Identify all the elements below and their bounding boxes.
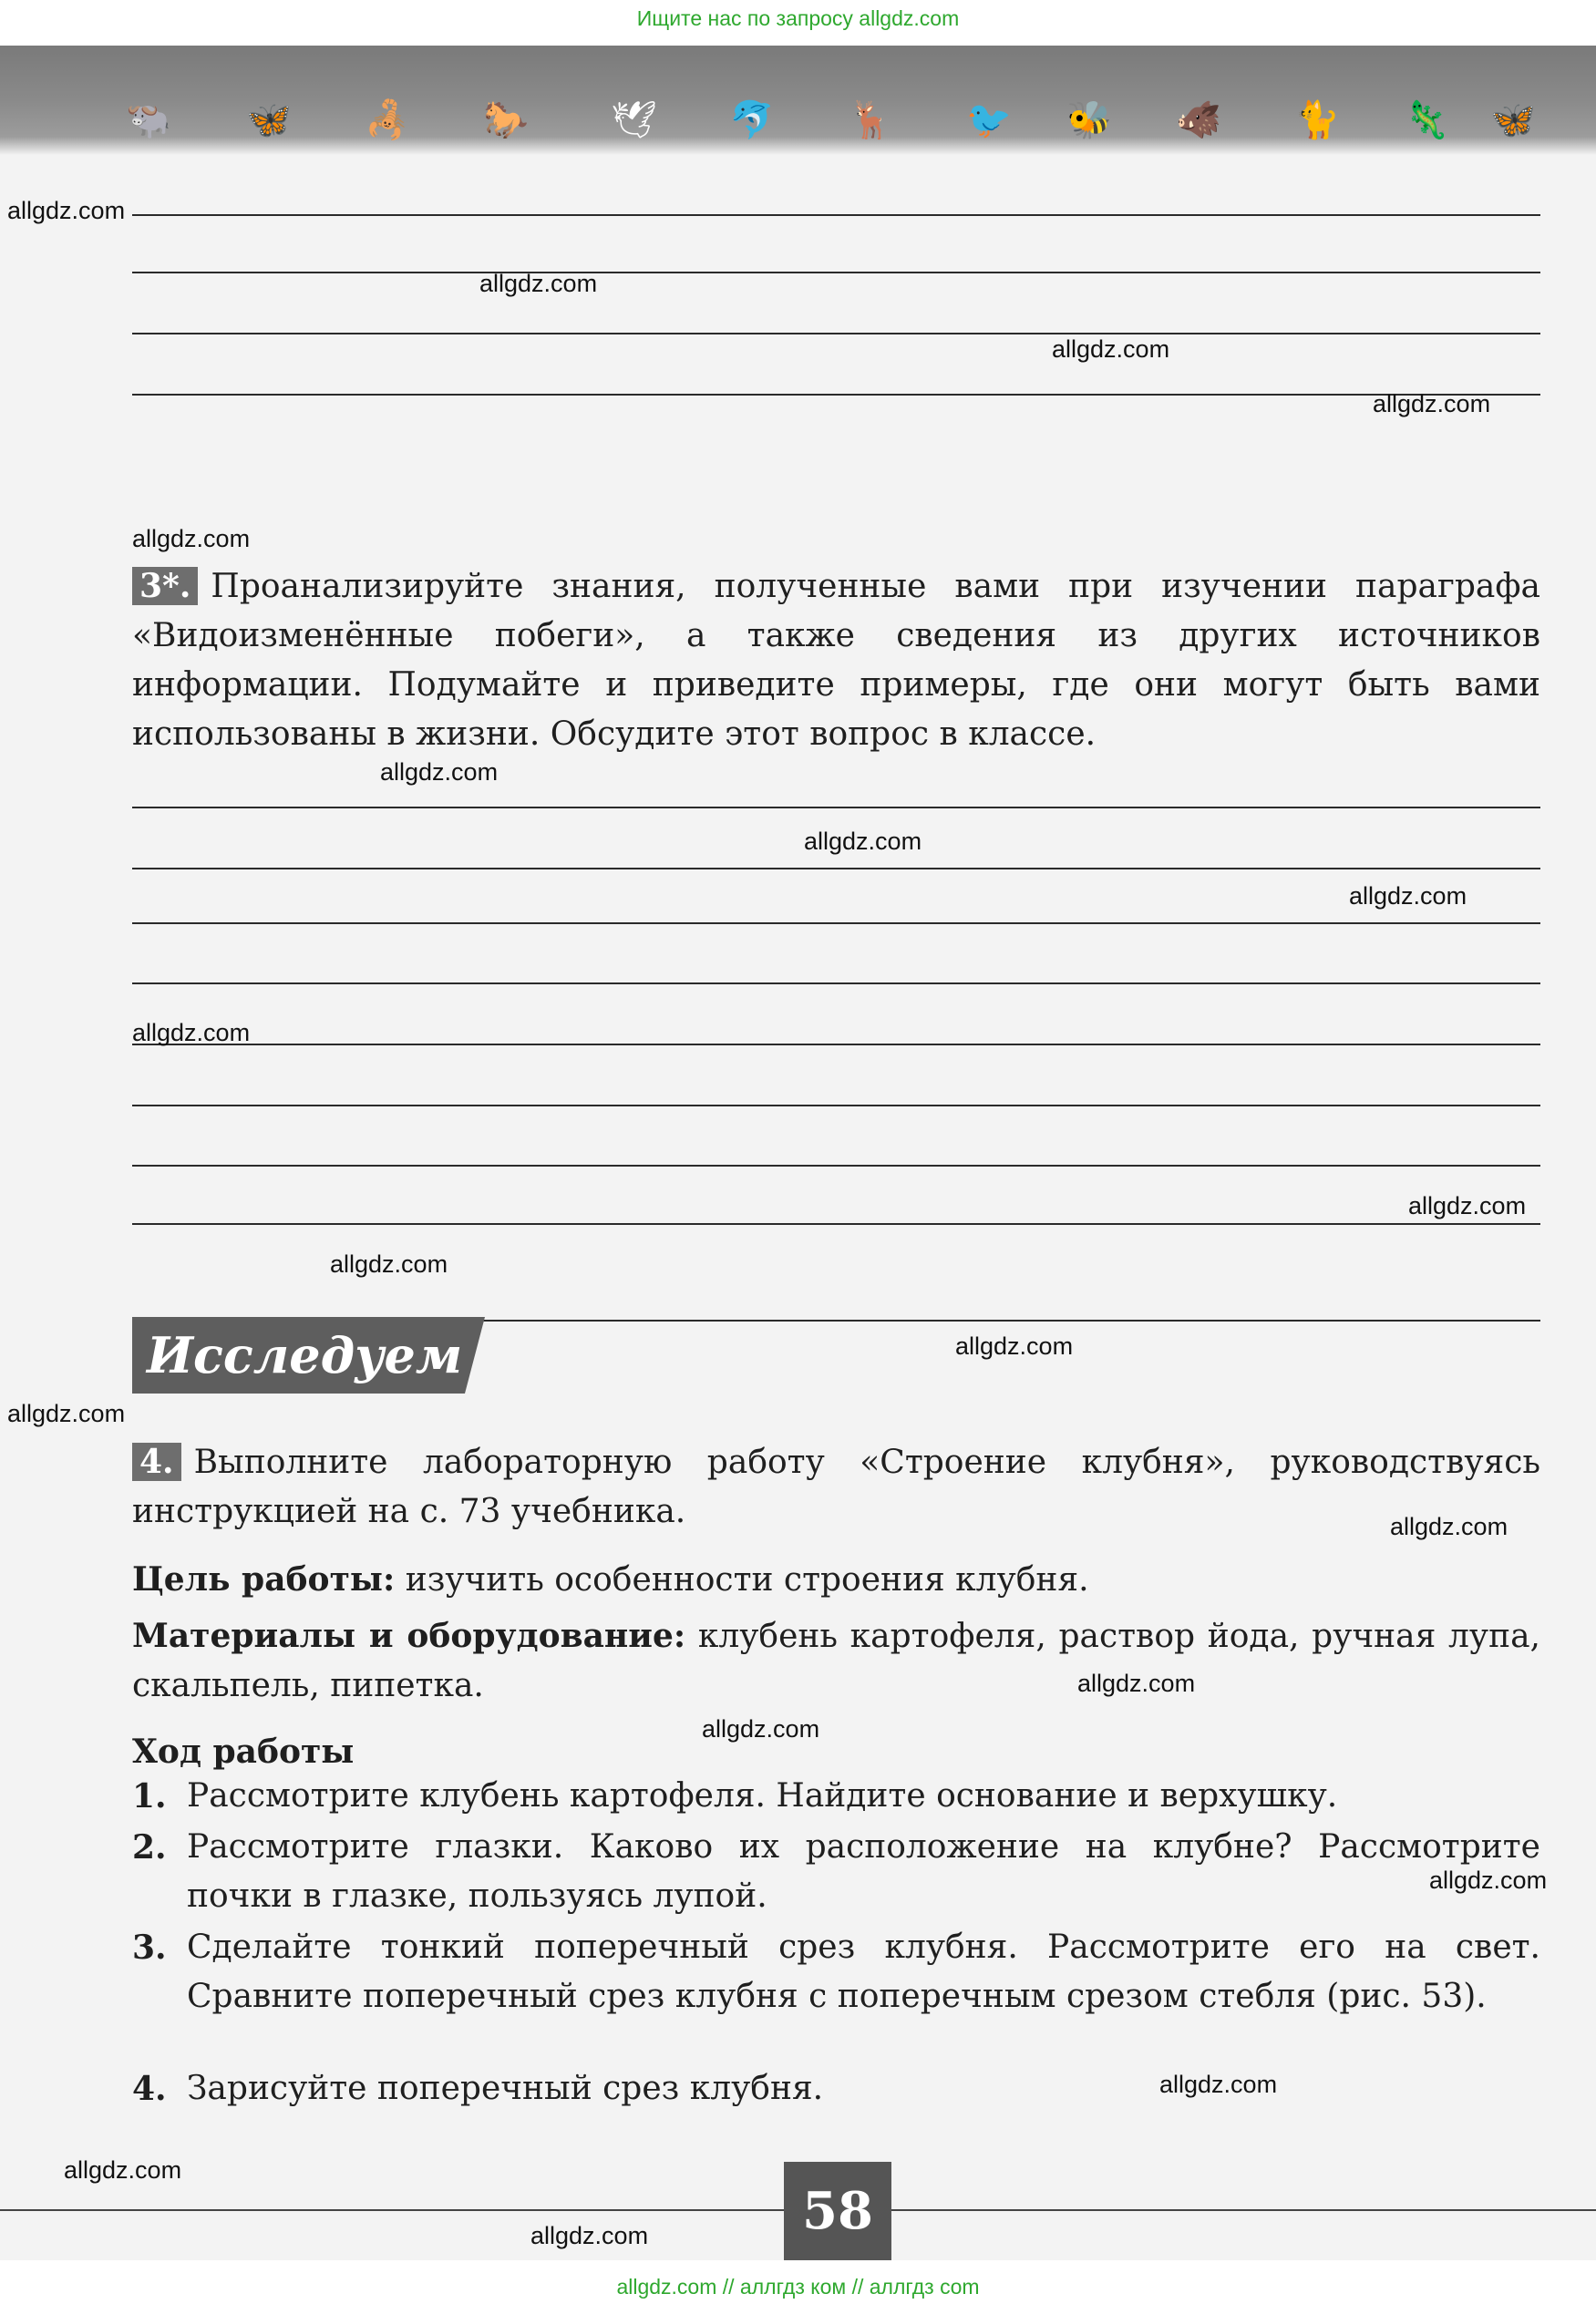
butterfly-icon: 🦋	[246, 99, 292, 141]
answer-line[interactable]	[132, 272, 1540, 273]
watermark: allgdz.com	[955, 1332, 1074, 1360]
bottom-watermark-banner[interactable]: allgdz.com // аллгдз ком // аллгдз com	[616, 2275, 980, 2299]
answer-line[interactable]	[132, 807, 1540, 808]
goal-text: изучить особенности строения клубня.	[395, 1561, 1089, 1599]
step-item: 1. Рассмотрите клубень картофеля. Найдите основание и верхушку.	[132, 1777, 1338, 1815]
watermark: allgdz.com	[64, 2156, 182, 2184]
task-3	[132, 562, 1540, 759]
task-text: Выполните лабораторную работу «Строение клубня», руководствуясь инструкцией на с. 73 учебника.	[132, 1444, 1540, 1530]
watermark: allgdz.com	[1408, 1192, 1527, 1219]
watermark: allgdz.com	[132, 1019, 251, 1046]
answer-line[interactable]	[132, 1044, 1540, 1045]
watermark: allgdz.com	[330, 1250, 448, 1278]
boar-icon: 🐗	[1176, 99, 1221, 141]
answer-line[interactable]	[132, 982, 1540, 984]
header-decorative-band	[0, 46, 1596, 137]
watermark: allgdz.com	[479, 270, 598, 297]
bird-icon: 🕊	[611, 99, 657, 141]
top-watermark-banner[interactable]: Ищите нас по запросу allgdz.com	[636, 6, 960, 30]
lizard-icon: 🦎	[1404, 99, 1449, 141]
materials	[132, 1611, 1540, 1711]
watermark: allgdz.com	[1077, 1670, 1196, 1697]
horse-icon: 🐎	[483, 99, 529, 141]
goal	[132, 1555, 1089, 1605]
answer-line[interactable]	[132, 1223, 1540, 1225]
materials-text: клубень картофеля, раствор йода, ручная лупа, скальпель, пипетка.	[132, 1618, 1540, 1704]
section-title: Исследуем	[132, 1317, 465, 1394]
cat-icon: 🐈	[1294, 99, 1340, 141]
step-item: 2. Рассмотрите глазки. Каково их расположение на клубне? Рассмотрите почки в глазке, пользуясь лупой.	[132, 1828, 1540, 1915]
task-text: Проанализируйте знания, полученные вами при изучении параграфа «Видоизменённые побеги», а также сведения из других источников информации. Подумайте и приведите примеры, где они могут быть вами использованы в жизни. Обсудите этот вопрос в классе.	[132, 568, 1540, 753]
answer-line[interactable]	[132, 1105, 1540, 1106]
watermark: allgdz.com	[132, 525, 251, 552]
watermark: allgdz.com	[530, 2222, 649, 2249]
watermark: allgdz.com	[1429, 1867, 1548, 1894]
watermark: allgdz.com	[702, 1715, 820, 1743]
answer-line[interactable]	[132, 214, 1540, 216]
goal-label: Цель работы:	[132, 1560, 396, 1599]
bison-icon: 🐃	[126, 99, 171, 141]
watermark: allgdz.com	[7, 1400, 126, 1427]
scorpion-icon: 🦂	[365, 99, 410, 141]
watermark: allgdz.com	[1390, 1513, 1508, 1540]
watermark: allgdz.com	[804, 828, 922, 855]
bee-icon: 🐝	[1066, 99, 1112, 141]
heron-icon: 🐦	[966, 99, 1012, 141]
watermark: allgdz.com	[1349, 882, 1467, 910]
watermark: allgdz.com	[1373, 390, 1491, 417]
watermark: allgdz.com	[380, 758, 499, 786]
task-4	[132, 1438, 1540, 1537]
procedure-title: Ход работы	[132, 1733, 355, 1771]
watermark: allgdz.com	[1159, 2071, 1278, 2098]
step-item: 3. Сделайте тонкий поперечный срез клубня. Рассмотрите его на свет. Сравните поперечный срез клубня с поперечным срезом стебля (рис. 53).	[132, 1929, 1540, 2015]
answer-line[interactable]	[132, 1165, 1540, 1167]
answer-line[interactable]	[132, 868, 1540, 869]
answer-line[interactable]	[132, 333, 1540, 334]
page-number: 58	[784, 2162, 891, 2260]
task-number: 4.	[132, 1443, 181, 1481]
watermark: allgdz.com	[1052, 335, 1170, 363]
answer-line[interactable]	[132, 922, 1540, 924]
materials-label: Материалы и оборудование:	[132, 1617, 686, 1655]
dolphin-icon: 🐬	[729, 99, 775, 141]
watermark: allgdz.com	[7, 197, 126, 224]
answer-line[interactable]	[132, 394, 1540, 396]
step-item: 4. Зарисуйте поперечный срез клубня.	[132, 2070, 824, 2108]
deer-icon: 🦌	[848, 99, 893, 141]
butterfly-icon: 🦋	[1490, 99, 1536, 141]
task-number: 3*.	[132, 567, 198, 605]
